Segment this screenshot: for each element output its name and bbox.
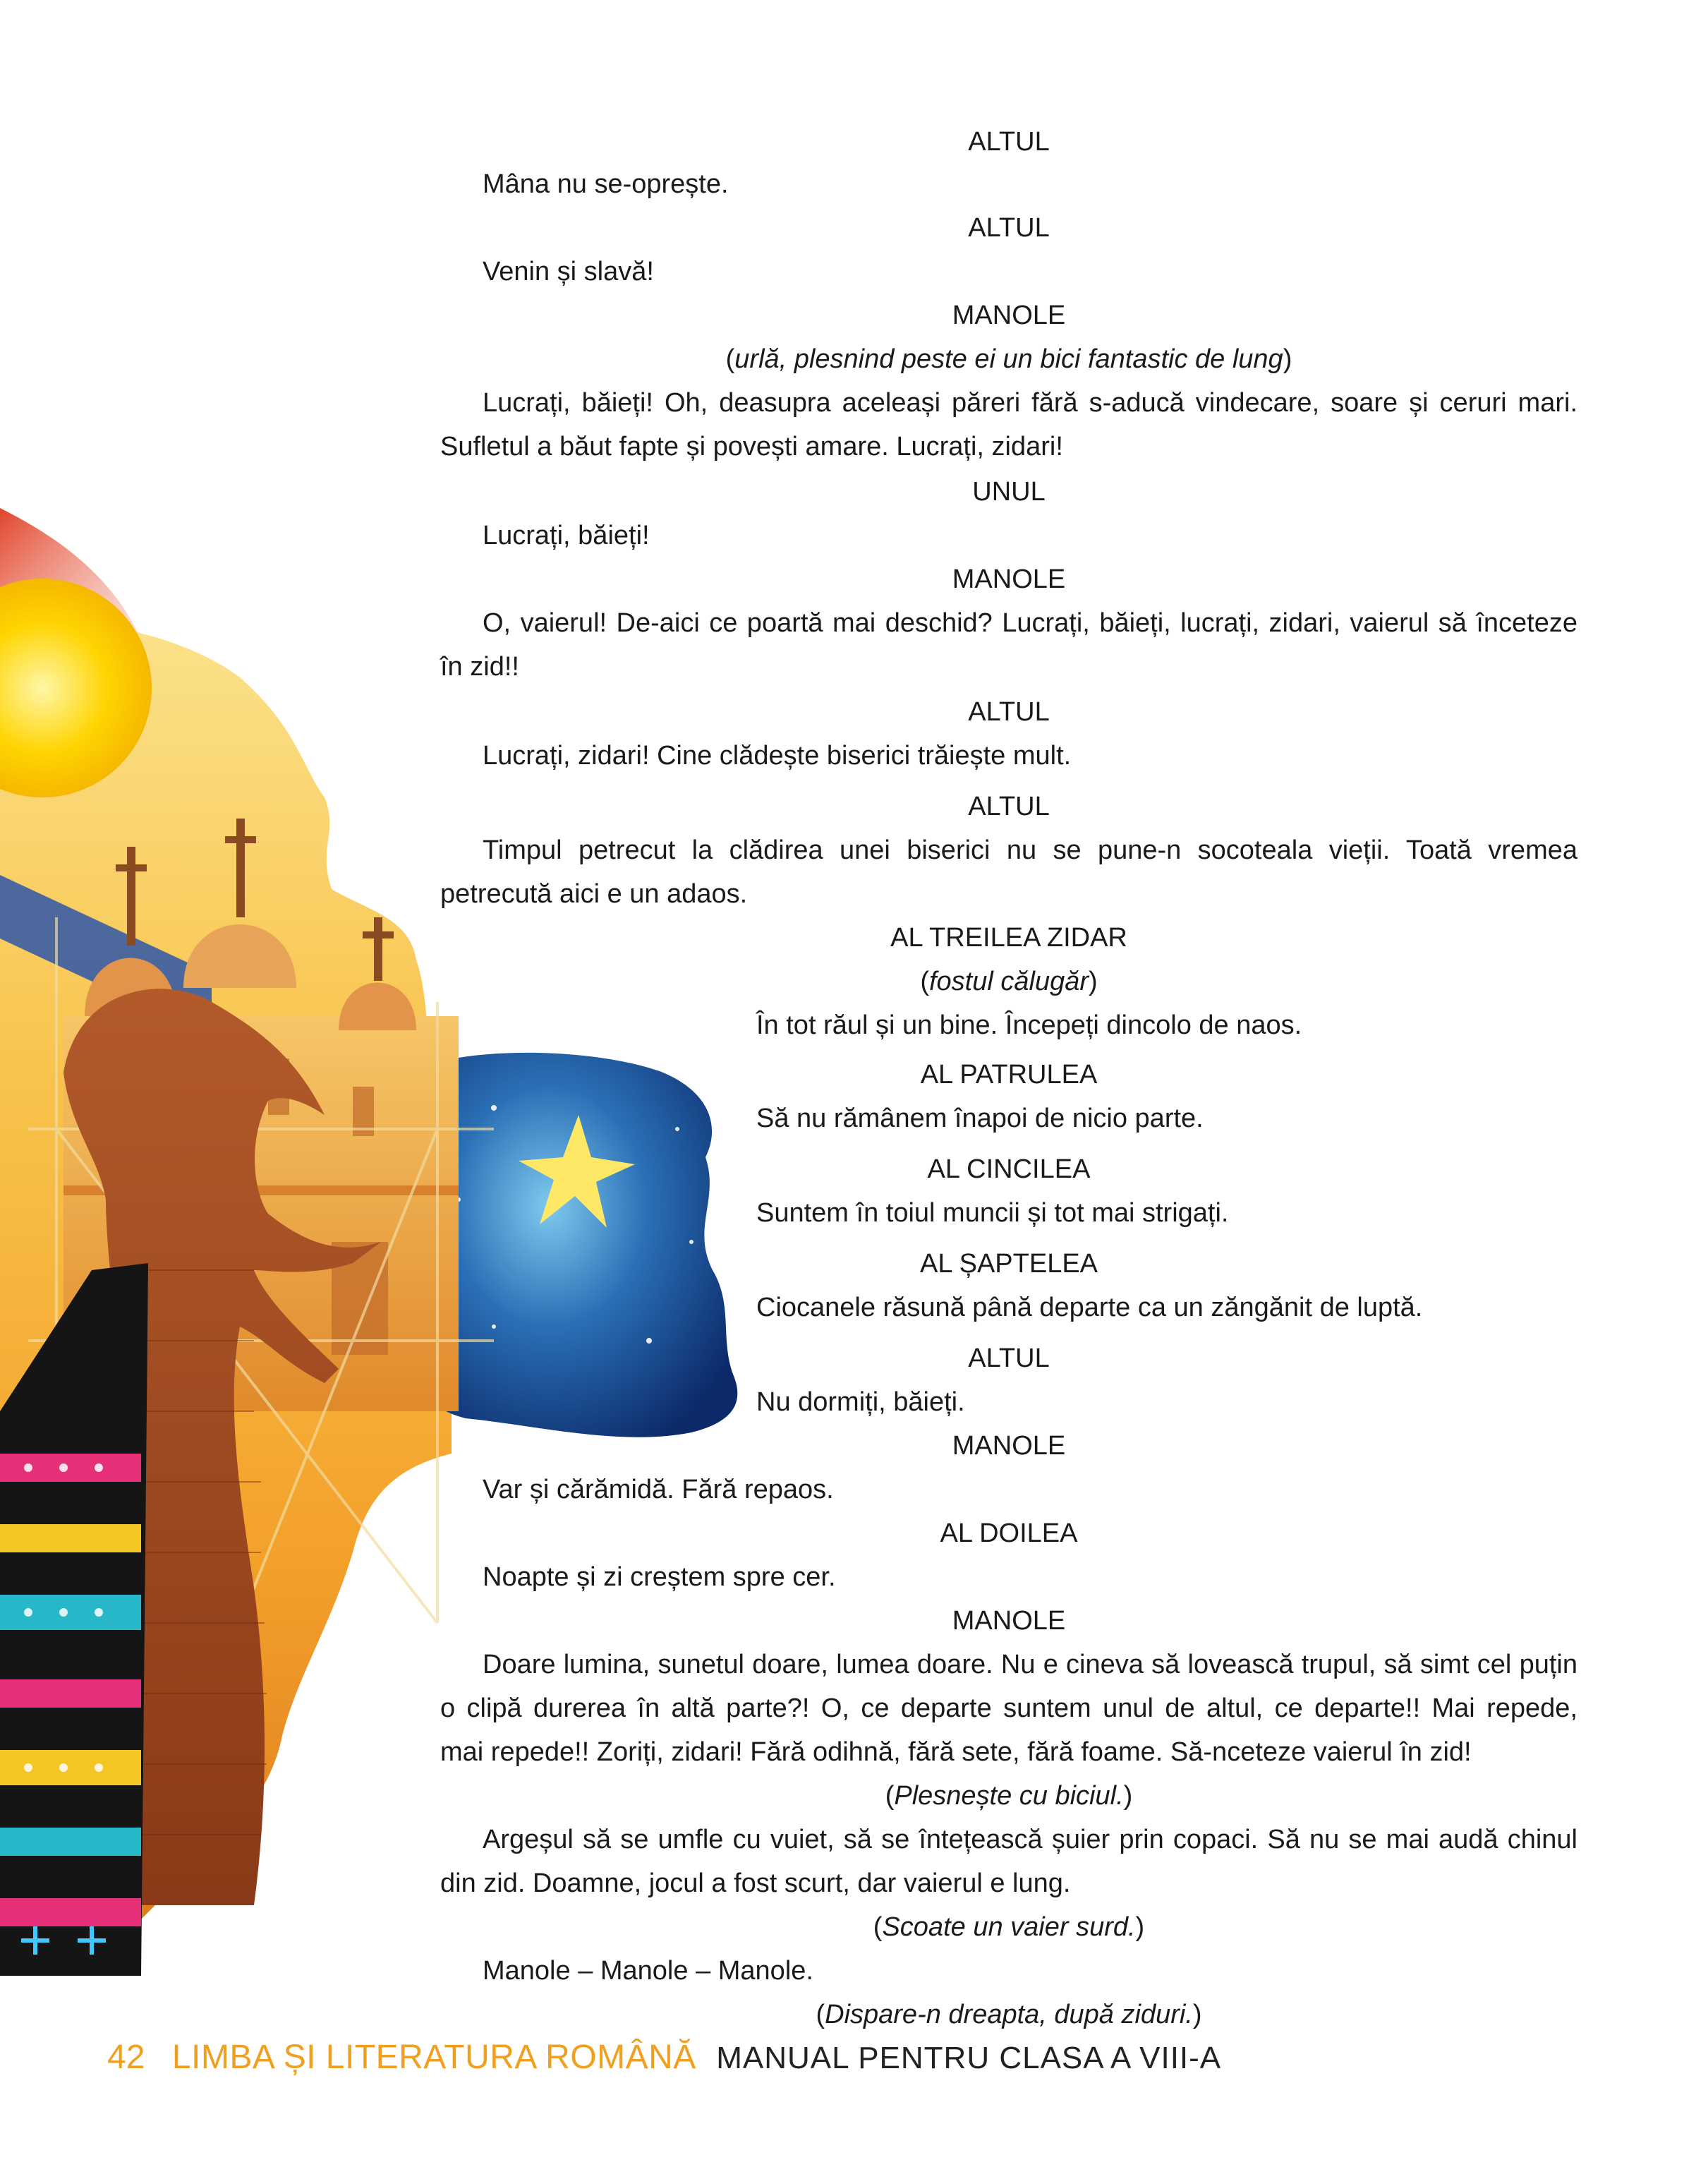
dialogue-line: Lucrați, zidari! Cine clădește biserici trăiește mult. [483, 741, 1072, 771]
dialogue-line: Var și cărămidă. Fără repaos. [483, 1475, 834, 1504]
stage-direction: (Plesnește cu biciul.) [885, 1781, 1133, 1811]
dialogue-line: Doare lumina, sunetul doare, lumea doare. Nu e cineva să lovească trupul, să simt cel puțin [483, 1650, 1577, 1679]
speaker-label: ALTUL [968, 213, 1050, 243]
dialogue-line: Mâna nu se-oprește. [483, 169, 729, 199]
manual-title: MANUAL PENTRU CLASA A VIII-A [716, 2041, 1222, 2075]
dialogue-line: Să nu rămânem înapoi de nicio parte. [756, 1104, 1204, 1133]
dialogue-line: Argeșul să se umfle cu vuiet, să se întețească șuier prin copaci. Să nu se mai audă chinul [483, 1825, 1577, 1854]
dialogue-line: din zid. Doamne, jocul a fost scurt, dar vaierul e lung. [440, 1869, 1071, 1898]
dialogue-line: În tot răul și un bine. Începeți dincolo de naos. [756, 1010, 1302, 1040]
speaker-label: MANOLE [952, 301, 1066, 330]
dialogue-line: Lucrați, băieți! Oh, deasupra aceleași păreri fără s-aducă vindecare, soare și ceruri mari. [483, 388, 1577, 418]
dialogue-line: Nu dormiți, băieți. [756, 1387, 965, 1417]
speaker-label: ALTUL [968, 1344, 1050, 1373]
dialogue-line: O, vaierul! De-aici ce poartă mai deschid? Lucrați, băieți, lucrați, zidari, vaierul să înceteze [483, 608, 1577, 638]
speaker-label: AL PATRULEA [920, 1060, 1098, 1089]
speaker-label: ALTUL [968, 127, 1050, 157]
stage-direction: (fostul călugăr) [920, 967, 1098, 996]
dialogue-line: petrecută aici e un adaos. [440, 879, 748, 909]
speaker-label: UNUL [972, 477, 1046, 507]
speaker-label: MANOLE [952, 1431, 1066, 1461]
subject-title: LIMBA ȘI LITERATURA ROMÂNĂ [171, 2039, 696, 2076]
dialogue-line: Noapte și zi creștem spre cer. [483, 1562, 836, 1592]
stage-direction: (Dispare-n dreapta, după ziduri.) [816, 2000, 1202, 2029]
speaker-label: ALTUL [968, 792, 1050, 821]
dialogue-line: Suntem în toiul muncii și tot mai strigați. [756, 1198, 1229, 1228]
dialogue-line: mai repede!! Zoriți, zidari! Fără odihnă, fără sete, fără foame. Să-nceteze vaierul în zid! [440, 1737, 1472, 1767]
speaker-label: MANOLE [952, 565, 1066, 594]
dialogue-line: în zid!! [440, 652, 519, 682]
page-number: 42 [107, 2039, 145, 2076]
dialogue-line: o clipă durerea în altă parte?! O, ce departe suntem unul de altul, ce departe!! Mai repede, [440, 1694, 1577, 1723]
dialogue-line: Sufletul a băut fapte și povești amare. Lucrați, zidari! [440, 432, 1063, 461]
speaker-label: AL DOILEA [940, 1519, 1078, 1548]
dialogue-line: Manole – Manole – Manole. [483, 1956, 813, 1986]
speaker-label: MANOLE [952, 1606, 1066, 1636]
dialogue-line: Venin și slavă! [483, 257, 654, 286]
speaker-label: ALTUL [968, 697, 1050, 727]
stage-direction: (urlă, plesnind peste ei un bici fantastic de lung) [725, 344, 1292, 374]
stage-direction: (Scoate un vaier surd.) [873, 1912, 1145, 1942]
page-footer [107, 2038, 1221, 2094]
speaker-label: AL TREILEA ZIDAR [890, 923, 1127, 953]
dialogue-line: Lucrați, băieți! [483, 521, 650, 550]
speaker-label: AL ȘAPTELEA [919, 1249, 1098, 1279]
dialogue-line: Ciocanele răsună până departe ca un zăngănit de luptă. [756, 1293, 1423, 1322]
speaker-label: AL CINCILEA [927, 1154, 1091, 1184]
dialogue-line: Timpul petrecut la clădirea unei biserici nu se pune-n socoteala vieții. Toată vremea [483, 835, 1577, 865]
